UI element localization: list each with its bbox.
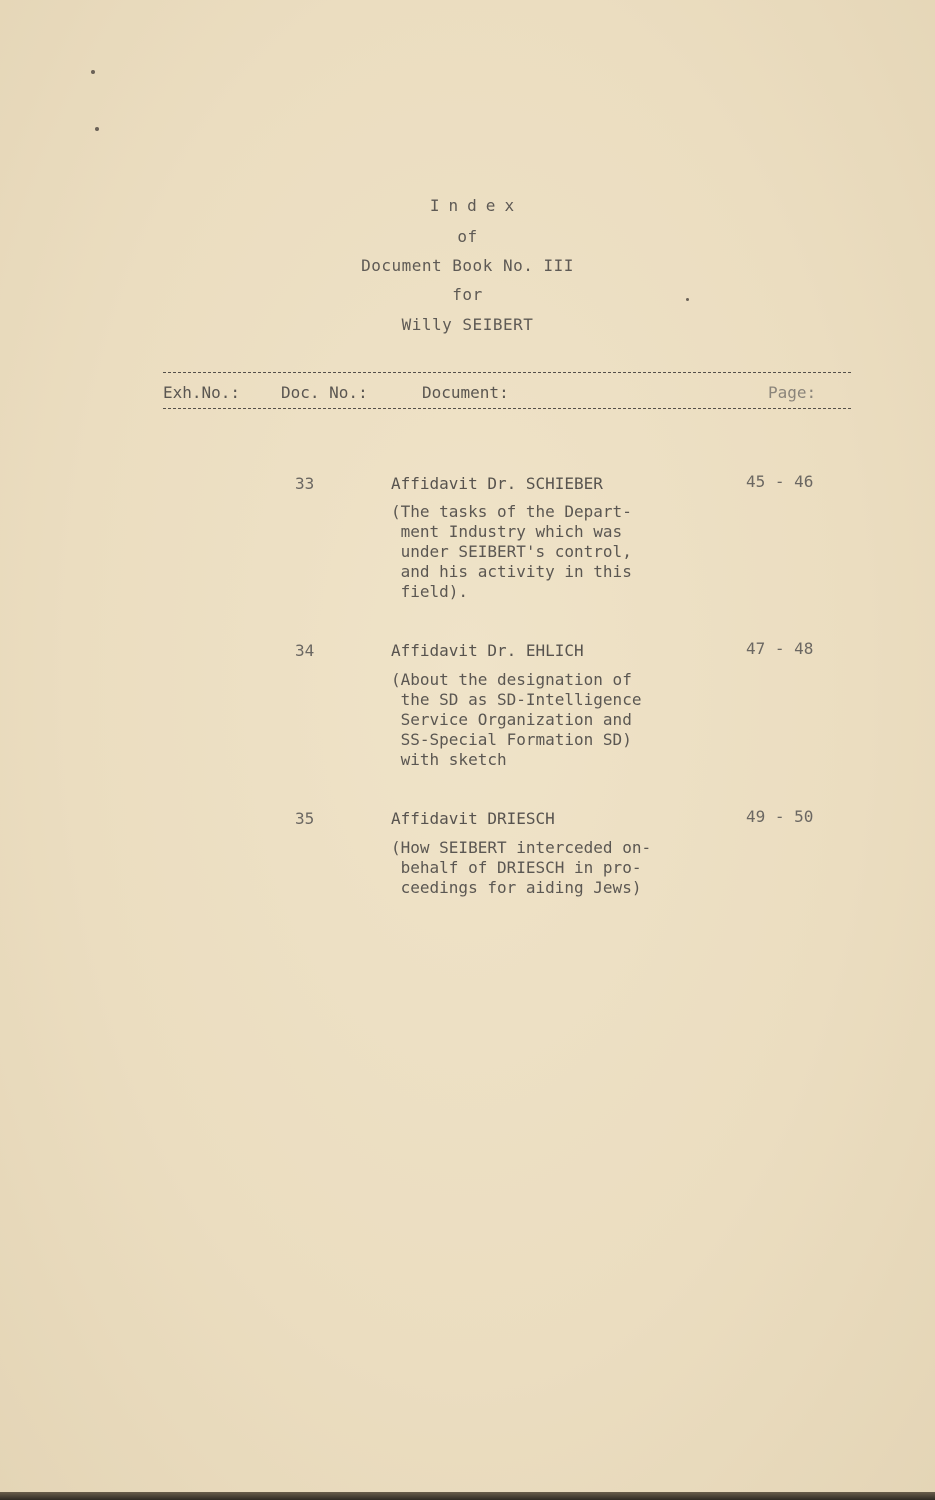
- entry-doc-no: 34: [295, 641, 315, 660]
- index-heading: Index: [429, 196, 524, 215]
- column-header-exh-no: Exh.No.:: [163, 383, 241, 402]
- entry-doc-no: 35: [295, 809, 315, 828]
- entry-description: (How SEIBERT interceded on- behalf of DRIESCH in pro- ceedings for aiding Jews): [391, 838, 652, 897]
- defendant-name: Willy SEIBERT: [401, 315, 534, 334]
- entry-pages: 47 - 48: [746, 639, 814, 658]
- entry-pages: 49 - 50: [746, 807, 814, 826]
- entry-doc-no: 33: [295, 474, 315, 493]
- column-header-page: Page:: [768, 383, 817, 402]
- entry-title: Affidavit Dr. EHLICH: [391, 641, 584, 660]
- document-book-title: Document Book No. III: [361, 256, 574, 275]
- entry-description: (About the designation of the SD as SD-Intelligence Service Organization and SS-Special Formation SD) with sketch: [391, 670, 642, 769]
- column-header-doc-no: Doc. No.:: [281, 383, 368, 402]
- entry-title: Affidavit Dr. SCHIEBER: [391, 474, 603, 493]
- column-header-document: Document:: [422, 383, 509, 402]
- paper-speck: [95, 127, 99, 131]
- heading-for: for: [452, 285, 483, 304]
- header-rule-bottom: [163, 408, 851, 409]
- entry-pages: 45 - 46: [746, 472, 814, 491]
- entry-description: (The tasks of the Depart- ment Industry which was under SEIBERT's control, and his activity in this field).: [391, 502, 632, 601]
- heading-of: of: [457, 227, 478, 246]
- paper-speck: [91, 70, 95, 74]
- header-rule-top: [163, 372, 851, 373]
- scan-bottom-edge: [0, 1492, 935, 1500]
- entry-title: Affidavit DRIESCH: [391, 809, 555, 828]
